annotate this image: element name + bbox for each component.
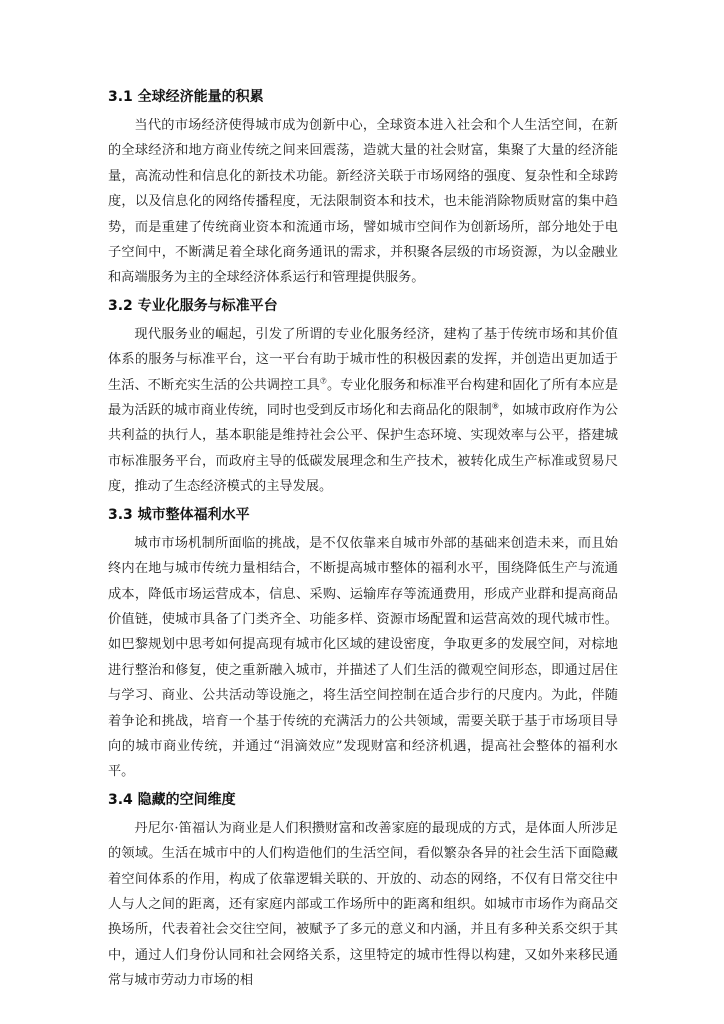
footnote-marker: ⑧ [491,401,499,411]
document-page [108,86,618,998]
section-heading: 3.3 城市整体福利水平 [108,506,250,523]
section-heading: 3.2 专业化服务与标准平台 [108,297,278,314]
paragraph-text: 现代服务业的崛起，引发了所谓的专业化服务经济，建构了基于传统市场和其价值体系的服务与标准平台，这一平台有助于城市性的积极因素的发挥，并创造出更加适于生活、不断充实生活的公共调控工具 [108,326,618,393]
section-3-2 [108,295,618,500]
section-3-4 [108,789,618,994]
section-paragraph: 城市市场机制所面临的挑战，是不仅依靠来自城市外部的基础来创造未来，而且始终内在地与城市传统力量相结合，不断提高城市整体的福利水平，围绕降低生产与流通成本，降低市场运营成本，信息、采购、运输库存等流通费用，形成产业群和提高商品价值链，使城市具备了门类齐全、功能多样、资源市场配置和运营高效的现代城市性。如巴黎规划中思考如何提高现有城市化区域的建设密度，争取更多的发展空间，对棕地进行整治和修复，使之重新融入城市，并描述了人们生活的微观空间形态，即通过居住与学习、商业、公共活动等设施之，将生活空间控制在适合步行的尺度内。为此，伴随着争论和挑战，培育一个基于传统的充满活力的公共领域，需要关联于基于市场项目导向的城市商业传统，并通过“涓滴效应”发现财富和经济机遇，提高社会整体的福利水平。 [108,535,618,780]
section-paragraph: 当代的市场经济使得城市成为创新中心，全球资本进入社会和个人生活空间，在新的全球经济和地方商业传统之间来回震荡，造就大量的社会财富，集聚了大量的经济能量，高流动性和信息化的新技术功能。新经济关联于市场网络的强度、复杂性和全球跨度，以及信息化的网络传播程度，无法限制资本和技术，也未能消除物质财富的集中趋势，而是重建了传统商业资本和流通市场，譬如城市空间作为创新场所，部分地处于电子空间中，不断满足着全球化商务通讯的需求，并积聚各层级的市场资源，为以金融业和高端服务为主的全球经济体系运行和管理提供服务。 [108,118,618,286]
footnote-marker: ⑦ [319,376,327,386]
section-paragraph: 丹尼尔·笛福认为商业是人们积攒财富和改善家庭的最现成的方式，是体面人所涉足的领域。生活在城市中的人们构造他们的生活空间，看似繁杂各异的社会生活下面隐藏着空间体系的作用，构成了依靠逻辑关联的、开放的、动态的网络，不仅有日常交往中人与人之间的距离，还有家庭内部或工作场所中的距离和组织。如城市市场作为商品交换场所，代表着社会交往空间，被赋予了多元的意义和内涵，并且有多种关系交织于其中，通过人们身份认同和社会网络关系，这里特定的城市性得以构建，又如外来移民通常与城市劳动力市场的相 [108,820,618,989]
section-heading: 3.1 全球经济能量的积累 [108,89,264,105]
section-3-1 [108,86,618,291]
paragraph-text: 。专业化服务和标准平台构建和固化了所有本应是最为活跃的城市商业传统，同时也受到反市场化和去商品化的限制 [108,377,619,419]
section-3-3 [108,504,618,785]
paragraph-text: ，如城市政府作为公共利益的执行人，基本职能是维持社会公平、保护生态环境、实现效率与公平，搭建城市标准服务平台，而政府主导的低碳发展理念和生产技术，被转化成生产标准或贸易尺度，推动了生态经济模式的主导发展。 [108,403,619,495]
section-paragraph [108,322,618,500]
section-heading: 3.4 隐藏的空间维度 [108,791,236,808]
